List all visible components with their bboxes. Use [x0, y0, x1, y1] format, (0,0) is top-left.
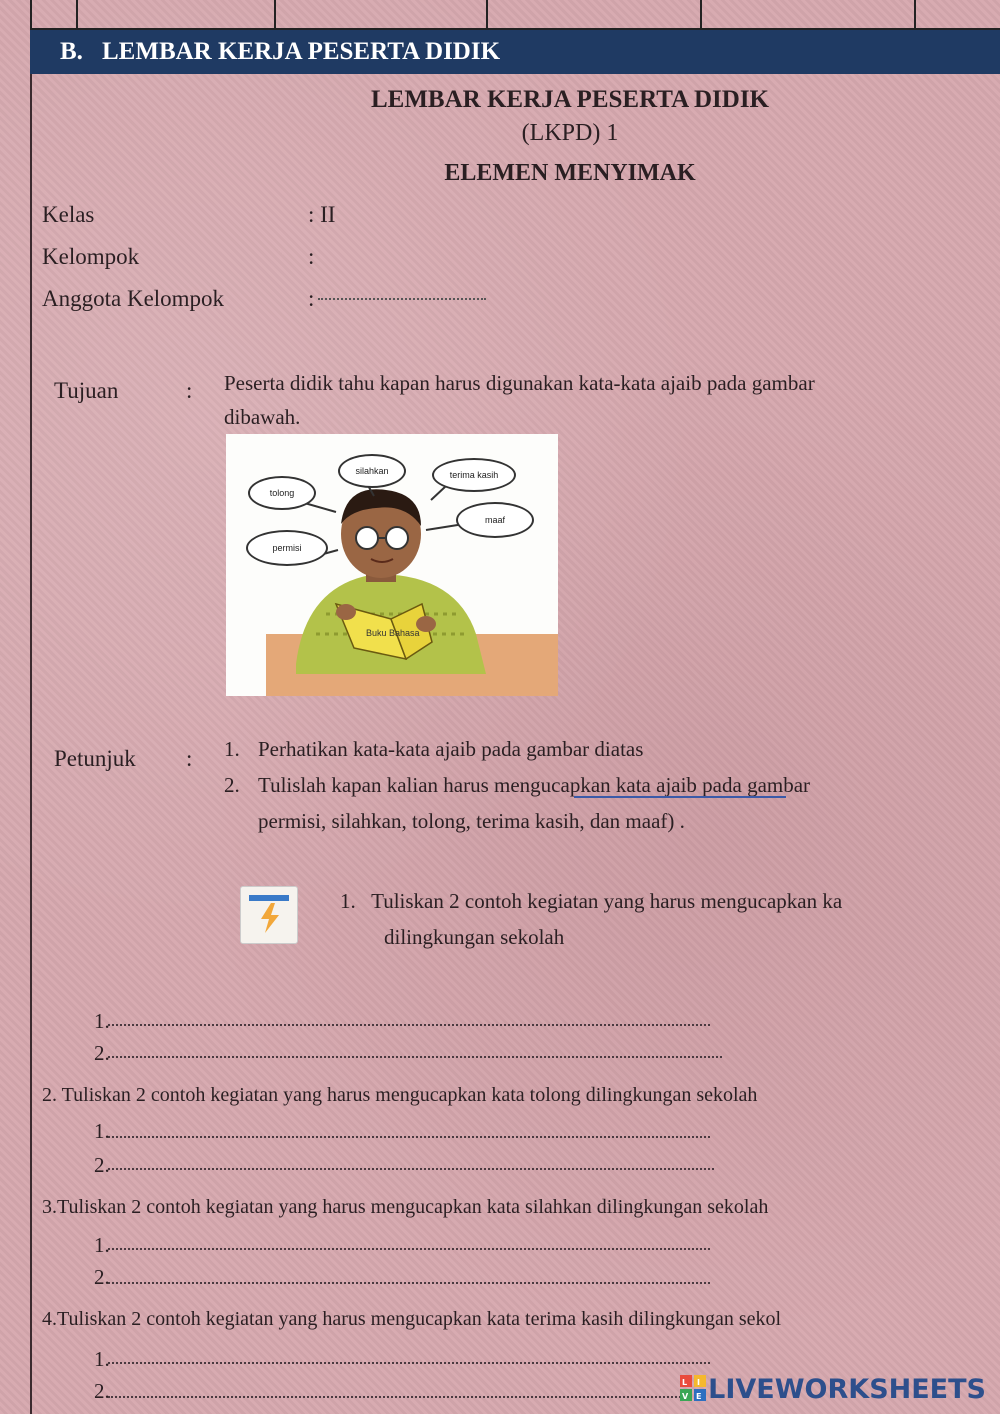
tujuan-colon: :: [186, 378, 193, 403]
q3-answer-num-2: 2.: [94, 1265, 110, 1289]
q1-answer-num-2: 2.: [94, 1041, 110, 1065]
table-divider: [30, 0, 32, 28]
table-divider: [700, 0, 702, 28]
magic-words-illustration: [226, 434, 558, 696]
section-header: [30, 30, 1000, 74]
field-label-kelompok: Kelompok: [42, 244, 140, 269]
section-title: LEMBAR KERJA PESERTA DIDIK: [102, 38, 501, 65]
table-divider: [76, 0, 78, 28]
table-divider: [486, 0, 488, 28]
field-value-kelas: : II: [308, 202, 336, 227]
svg-text:L: L: [682, 1378, 688, 1387]
question-1-text-cont: dilingkungan sekolah: [384, 925, 565, 949]
liveworksheets-logo-icon: [680, 1375, 706, 1401]
lightning-icon-graphic: [241, 887, 297, 943]
q2-answer-num-1: 1.: [94, 1119, 110, 1143]
tujuan-label: Tujuan: [54, 378, 119, 403]
q4-answer-num-1: 1.: [94, 1347, 110, 1371]
q4-answer-2-field[interactable]: [108, 1396, 688, 1398]
page-title: LEMBAR KERJA PESERTA DIDIK: [370, 86, 770, 113]
petunjuk-item-2: Tulislah kapan kalian harus mengucapkan kata ajaib pada gambar: [258, 773, 811, 797]
field-label-anggota: Anggota Kelompok: [42, 286, 225, 311]
question-1-text: 1. Tuliskan 2 contoh kegiatan yang harus mengucapkan ka: [340, 889, 843, 913]
liveworksheets-watermark: [680, 1374, 986, 1405]
tujuan-text-line1: Peserta didik tahu kapan harus digunakan kata-kata ajaib pada gambar: [224, 371, 815, 395]
q2-answer-num-2: 2.: [94, 1153, 110, 1177]
bubble-silahkan: silahkan: [338, 454, 406, 488]
top-table-remnant: [30, 0, 1000, 30]
question-3-text: 3.Tuliskan 2 contoh kegiatan yang harus mengucapkan kata silahkan dilingkungan sekolah: [42, 1196, 769, 1218]
q4-answer-num-2: 2.: [94, 1379, 110, 1403]
element-title: ELEMEN MENYIMAK: [444, 160, 696, 186]
petunjuk-label: Petunjuk: [54, 746, 136, 771]
q2-answer-1-field[interactable]: [108, 1136, 710, 1138]
q3-answer-2-field[interactable]: [108, 1282, 710, 1284]
table-divider: [274, 0, 276, 28]
bubble-maaf: maaf: [456, 502, 534, 538]
table-divider: [914, 0, 916, 28]
question-4-text: 4.Tuliskan 2 contoh kegiatan yang harus mengucapkan kata terima kasih dilingkungan sekol: [42, 1308, 782, 1330]
page-subtitle: (LKPD) 1: [521, 120, 619, 146]
question-2-text: 2. Tuliskan 2 contoh kegiatan yang harus mengucapkan kata tolong dilingkungan sekolah: [42, 1084, 758, 1106]
bubble-tolong: tolong: [248, 476, 316, 510]
petunjuk-item-2-cont: permisi, silahkan, tolong, terima kasih, dan maaf) .: [258, 809, 685, 833]
lightning-icon[interactable]: [240, 886, 298, 944]
q1-answer-2-field[interactable]: [108, 1056, 722, 1058]
petunjuk-num-2: 2.: [224, 773, 240, 797]
q1-answer-1-field[interactable]: [108, 1024, 710, 1026]
field-label-kelas: Kelas: [42, 202, 95, 227]
field-value-kelompok[interactable]: :: [308, 244, 315, 269]
bubble-terima-kasih: terima kasih: [432, 458, 516, 492]
svg-text:I: I: [697, 1378, 701, 1387]
svg-text:V: V: [682, 1392, 689, 1401]
petunjuk-num-1: 1.: [224, 737, 240, 761]
bubble-permisi: permisi: [246, 530, 328, 566]
underline-mark: [574, 796, 786, 798]
petunjuk-colon: :: [186, 746, 193, 771]
left-border: [30, 74, 32, 1414]
watermark-text: LIVEWORKSHEETS: [708, 1374, 986, 1405]
q4-answer-1-field[interactable]: [108, 1362, 710, 1364]
q2-answer-2-field[interactable]: [108, 1168, 714, 1170]
field-value-anggota: :: [308, 286, 315, 311]
book-title: Buku Bahasa: [366, 628, 420, 638]
q3-answer-1-field[interactable]: [108, 1248, 710, 1250]
petunjuk-item-1: Perhatikan kata-kata ajaib pada gambar diatas: [258, 737, 644, 761]
tujuan-text-line2: dibawah.: [224, 405, 301, 429]
anggota-input-line[interactable]: [318, 298, 486, 300]
section-number: B.: [60, 38, 83, 65]
q1-answer-num-1: 1.: [94, 1009, 110, 1033]
q3-answer-num-1: 1.: [94, 1233, 110, 1257]
svg-text:E: E: [696, 1392, 702, 1401]
